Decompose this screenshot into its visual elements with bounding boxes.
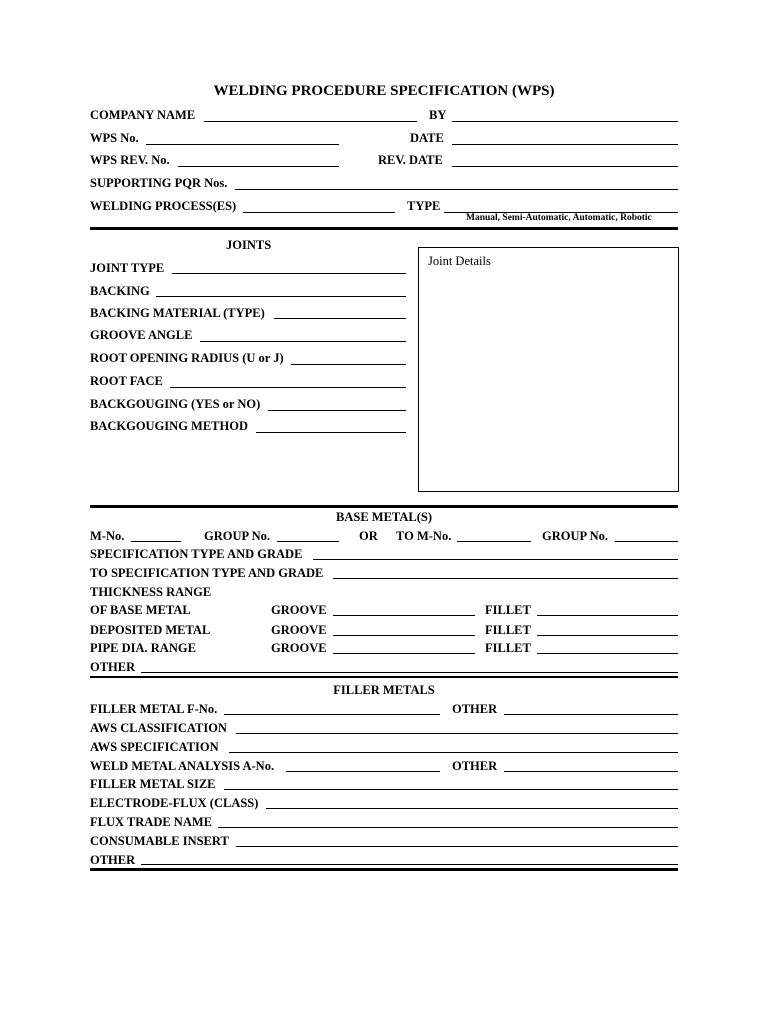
consumable-insert-label: CONSUMABLE INSERT [90,834,229,848]
section-divider [90,227,678,230]
flux-trade-label: FLUX TRADE NAME [90,815,212,829]
aws-spec-label: AWS SPECIFICATION [90,740,219,754]
joint-type-field[interactable] [172,273,406,274]
f-no-field[interactable] [224,714,440,715]
base-metal-groove-field[interactable] [333,615,475,616]
group-no-2-label: GROUP No. [542,529,608,543]
m-no-label: M-No. [90,529,125,543]
groove-label: GROOVE [271,603,327,617]
to-spec-type-grade-label: TO SPECIFICATION TYPE AND GRADE [90,566,324,580]
section-divider [90,505,678,508]
root-face-label: ROOT FACE [90,374,163,388]
backing-label: BACKING [90,284,150,298]
deposited-fillet-field[interactable] [537,635,678,636]
filler-other-field[interactable] [504,714,678,715]
backgouging-label: BACKGOUGING (YES or NO) [90,397,261,411]
root-face-field[interactable] [170,387,406,388]
groove-label: GROOVE [271,641,327,655]
a-no-field[interactable] [286,771,440,772]
deposited-groove-field[interactable] [333,635,475,636]
filler-other-2-label: OTHER [452,759,498,773]
backing-material-label: BACKING MATERIAL (TYPE) [90,306,265,320]
base-metal-fillet-field[interactable] [537,615,678,616]
deposited-metal-label: DEPOSITED METAL [90,623,211,637]
fillet-label: FILLET [485,623,531,637]
date-label: DATE [410,131,444,145]
group-no-2-field[interactable] [615,541,678,542]
root-opening-label: ROOT OPENING RADIUS (U or J) [90,351,284,365]
joints-heading: JOINTS [226,238,272,252]
filler-size-field[interactable] [224,789,678,790]
form-title: WELDING PROCEDURE SPECIFICATION (WPS) [213,83,555,99]
wps-no-label: WPS No. [90,131,139,145]
a-no-label: WELD METAL ANALYSIS A-No. [90,759,275,773]
date-field[interactable] [452,144,678,145]
base-metals-heading: BASE METAL(S) [336,510,432,524]
wps-no-field[interactable] [146,144,339,145]
backgouging-method-field[interactable] [256,432,406,433]
of-base-metal-label: OF BASE METAL [90,603,191,617]
backgouging-method-label: BACKGOUGING METHOD [90,419,248,433]
filler-metals-heading: FILLER METALS [333,683,435,697]
by-field[interactable] [452,121,678,122]
backing-material-field[interactable] [274,318,406,319]
company-name-field[interactable] [204,121,417,122]
welding-process-label: WELDING PROCESS(ES) [90,199,237,213]
electrode-flux-field[interactable] [266,808,678,809]
spec-type-grade-field[interactable] [313,559,678,560]
company-name-label: COMPANY NAME [90,108,196,122]
by-label: BY [429,108,447,122]
pipe-dia-range-label: PIPE DIA. RANGE [90,641,196,655]
groove-label: GROOVE [271,623,327,637]
flux-trade-field[interactable] [218,827,678,828]
groove-angle-label: GROOVE ANGLE [90,328,193,342]
aws-class-label: AWS CLASSIFICATION [90,721,227,735]
spec-type-grade-label: SPECIFICATION TYPE AND GRADE [90,547,303,561]
thickness-range-label: THICKNESS RANGE [90,585,212,599]
consumable-insert-field[interactable] [236,846,678,847]
fillet-label: FILLET [485,641,531,655]
pipe-fillet-field[interactable] [537,653,678,654]
filler-other-3-label: OTHER [90,853,136,867]
fillet-label: FILLET [485,603,531,617]
electrode-flux-label: ELECTRODE-FLUX (CLASS) [90,796,259,810]
joint-details-box[interactable] [418,247,679,492]
base-other-label: OTHER [90,660,136,674]
rev-date-field[interactable] [452,166,678,167]
filler-other-3-field[interactable] [141,864,678,865]
to-m-no-field[interactable] [457,541,531,542]
group-no-label: GROUP No. [204,529,270,543]
group-no-field[interactable] [277,541,339,542]
welding-process-field[interactable] [243,212,395,213]
backgouging-field[interactable] [268,410,406,411]
to-spec-type-grade-field[interactable] [333,578,678,579]
aws-spec-field[interactable] [229,752,678,753]
supporting-pqr-field[interactable] [235,189,678,190]
aws-class-field[interactable] [236,733,678,734]
filler-other-2-field[interactable] [504,771,678,772]
pipe-groove-field[interactable] [333,653,475,654]
rev-date-label: REV. DATE [378,153,443,167]
filler-other-label: OTHER [452,702,498,716]
section-divider [90,676,678,678]
joint-details-label: Joint Details [428,254,491,268]
wps-rev-no-field[interactable] [178,166,339,167]
base-other-field[interactable] [141,672,678,673]
wps-rev-no-label: WPS REV. No. [90,153,170,167]
filler-size-label: FILLER METAL SIZE [90,777,216,791]
m-no-field[interactable] [131,541,181,542]
supporting-pqr-label: SUPPORTING PQR Nos. [90,176,228,190]
to-m-no-label: TO M-No. [396,529,452,543]
groove-angle-field[interactable] [200,341,406,342]
f-no-label: FILLER METAL F-No. [90,702,218,716]
type-label: TYPE [407,199,441,213]
section-divider [90,868,678,871]
root-opening-field[interactable] [291,364,406,365]
joint-type-label: JOINT TYPE [90,261,165,275]
type-hint: Manual, Semi-Automatic, Automatic, Robotic [466,213,652,223]
or-label: OR [359,529,378,543]
backing-field[interactable] [156,296,406,297]
